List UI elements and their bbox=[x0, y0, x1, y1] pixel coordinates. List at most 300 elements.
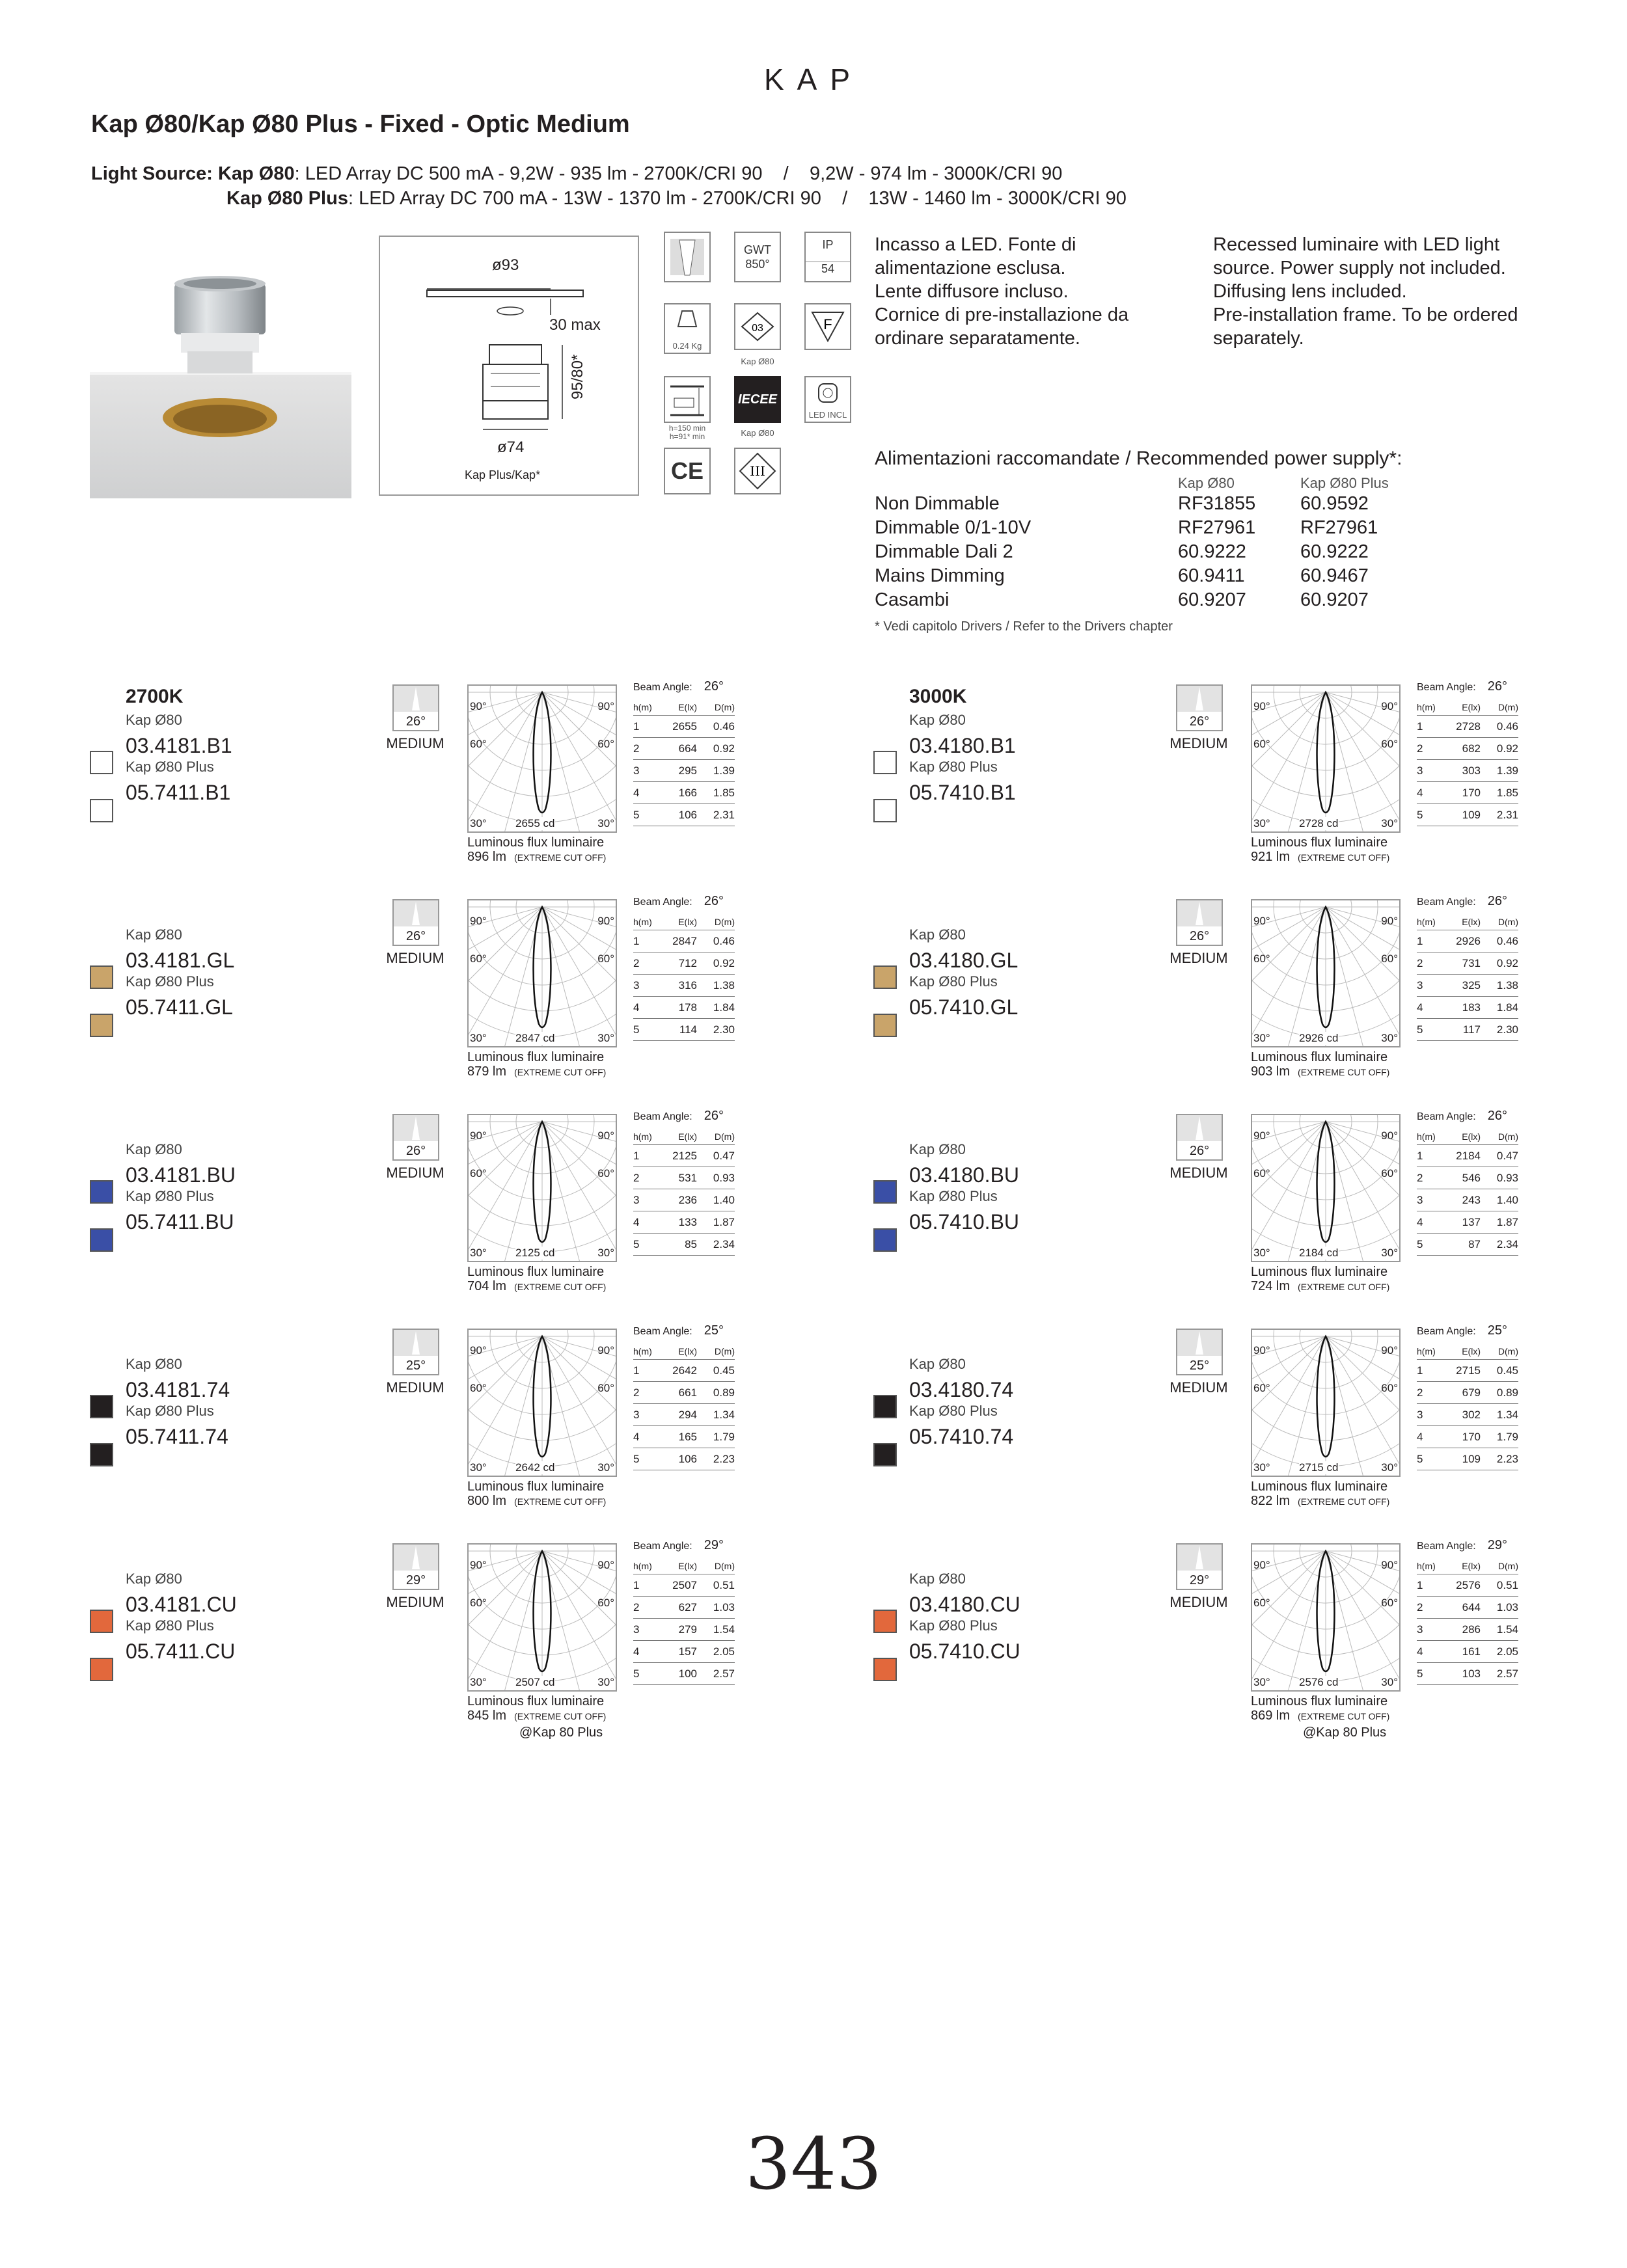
cut-off-label: (EXTREME CUT OFF) bbox=[514, 1282, 607, 1292]
beam-symbol-angle: 26° bbox=[405, 1144, 426, 1158]
product-code-a: 03.4180.BU bbox=[909, 1163, 1020, 1187]
e-value: 682 bbox=[1462, 742, 1481, 755]
illuminance-row bbox=[633, 1360, 735, 1382]
product-code-a: 03.4181.BU bbox=[126, 1163, 236, 1187]
illuminance-row bbox=[1417, 1448, 1518, 1470]
page-title: Kap Ø80/Kap Ø80 Plus - Fixed - Optic Medium bbox=[91, 111, 630, 138]
model-label-b: Kap Ø80 Plus bbox=[126, 973, 214, 990]
d-value: 2.05 bbox=[713, 1645, 735, 1658]
illuminance-row bbox=[633, 997, 735, 1019]
model-label-b: Kap Ø80 Plus bbox=[909, 973, 998, 990]
angle-60-right: 60° bbox=[1381, 1167, 1398, 1180]
color-swatch[interactable] bbox=[873, 1014, 897, 1037]
beam-symbol-angle: 29° bbox=[405, 1573, 426, 1587]
h-value: 4 bbox=[633, 1215, 640, 1228]
model-label-a: Kap Ø80 bbox=[126, 1571, 182, 1587]
color-swatch[interactable] bbox=[873, 751, 897, 774]
polar-grid bbox=[469, 1115, 616, 1261]
d-header: D(m) bbox=[714, 916, 735, 927]
angle-30-left: 30° bbox=[1253, 817, 1270, 830]
illuminance-row bbox=[633, 1574, 735, 1597]
d-value: 2.31 bbox=[1496, 808, 1518, 821]
d-value: 0.92 bbox=[713, 956, 735, 969]
beam-symbol-angle: 25° bbox=[405, 1358, 426, 1373]
ip-label: IP bbox=[822, 237, 834, 251]
color-swatch[interactable] bbox=[90, 1395, 113, 1418]
e-value: 183 bbox=[1462, 1001, 1481, 1014]
color-swatch[interactable] bbox=[90, 1014, 113, 1037]
h-header: h(m) bbox=[1417, 1560, 1436, 1571]
product-code-a: 03.4181.GL bbox=[126, 949, 235, 972]
ps-col-a: Kap Ø80 bbox=[1178, 475, 1235, 491]
e-value: 303 bbox=[1462, 764, 1481, 777]
color-swatch[interactable] bbox=[873, 1658, 897, 1681]
angle-30-left: 30° bbox=[470, 1461, 487, 1474]
illuminance-row bbox=[1417, 1360, 1518, 1382]
illuminance-table bbox=[1417, 1128, 1518, 1256]
angle-60-right: 60° bbox=[597, 738, 614, 750]
light-source-text-2: : LED Array DC 700 mA - 13W - 1370 lm - 2700K/CRI 90 / 13W - 1460 lm - 3000K/CRI 90 bbox=[348, 188, 1127, 209]
product-block bbox=[90, 1323, 871, 1522]
angle-30-left: 30° bbox=[1253, 1247, 1270, 1259]
luminous-flux-label: Luminous flux luminaire bbox=[467, 1265, 605, 1279]
d-value: 1.40 bbox=[1496, 1193, 1518, 1206]
e-value: 106 bbox=[678, 808, 697, 821]
h-value: 2 bbox=[1417, 742, 1423, 755]
beam-symbol-angle: 26° bbox=[1189, 929, 1210, 943]
angle-30-right: 30° bbox=[597, 1676, 614, 1688]
dim-height: 95/80* bbox=[569, 354, 586, 399]
e-value: 243 bbox=[1462, 1193, 1481, 1206]
illuminance-header bbox=[633, 913, 735, 930]
desc-it-line: ordinare separatamente. bbox=[875, 328, 1080, 349]
illuminance-row bbox=[1417, 1641, 1518, 1663]
beam-cone-icon bbox=[1177, 686, 1222, 712]
polar-chart bbox=[467, 1543, 617, 1692]
color-swatch[interactable] bbox=[90, 1610, 113, 1633]
cut-off-label: (EXTREME CUT OFF) bbox=[1298, 1067, 1390, 1077]
beam-class-label: MEDIUM bbox=[386, 1594, 444, 1610]
color-swatch[interactable] bbox=[90, 1658, 113, 1681]
angle-90-left: 90° bbox=[1253, 915, 1270, 927]
power-supply-title: Alimentazioni raccomandate / Recommended power supply*: bbox=[875, 448, 1402, 469]
d-value: 1.87 bbox=[1496, 1215, 1518, 1228]
beam-class-label: MEDIUM bbox=[1169, 1379, 1228, 1396]
illuminance-header bbox=[633, 1128, 735, 1145]
beam-angle bbox=[633, 1538, 724, 1553]
d-value: 1.34 bbox=[1496, 1408, 1518, 1421]
illuminance-row bbox=[633, 1426, 735, 1448]
luminous-flux-value: 724 lm bbox=[1251, 1279, 1291, 1293]
polar-chart bbox=[1251, 899, 1401, 1047]
h-value: 4 bbox=[1417, 1430, 1423, 1443]
beam-cone-icon bbox=[1177, 1115, 1222, 1141]
e-value: 679 bbox=[1462, 1386, 1481, 1399]
beam-angle bbox=[633, 1323, 724, 1338]
ps-row: Casambi 60.9207 60.9207 bbox=[875, 589, 1369, 610]
h-value: 1 bbox=[633, 1364, 640, 1377]
e-header: E(lx) bbox=[1462, 1560, 1481, 1571]
illuminance-row bbox=[1417, 1145, 1518, 1167]
peak-intensity: 2655 cd bbox=[515, 817, 555, 830]
angle-60-left: 60° bbox=[1253, 1382, 1270, 1394]
cut-off-label: (EXTREME CUT OFF) bbox=[1298, 852, 1390, 863]
product-code-a: 03.4180.GL bbox=[909, 949, 1019, 972]
peak-intensity: 2847 cd bbox=[515, 1032, 555, 1044]
illuminance-table bbox=[1417, 1558, 1518, 1685]
d-value: 1.84 bbox=[713, 1001, 735, 1014]
product-photo bbox=[90, 236, 351, 498]
angle-60-left: 60° bbox=[1253, 1597, 1270, 1609]
angle-60-right: 60° bbox=[597, 1382, 614, 1394]
illuminance-row bbox=[1417, 1019, 1518, 1041]
h-value: 3 bbox=[1417, 979, 1423, 992]
h-value: 2 bbox=[633, 1600, 640, 1613]
beam-angle bbox=[633, 679, 724, 694]
illuminance-row bbox=[1417, 804, 1518, 826]
e-value: 2184 bbox=[1456, 1149, 1481, 1162]
e-header: E(lx) bbox=[1462, 916, 1481, 927]
h-value: 2 bbox=[1417, 1171, 1423, 1184]
e-value: 137 bbox=[1462, 1215, 1481, 1228]
illuminance-row bbox=[1417, 1167, 1518, 1189]
model-label-a: Kap Ø80 bbox=[909, 1356, 966, 1372]
d-value: 1.85 bbox=[713, 786, 735, 799]
angle-30-right: 30° bbox=[1381, 1461, 1398, 1474]
luminous-flux-label: Luminous flux luminaire bbox=[1251, 1694, 1388, 1708]
kap-plus-note: @Kap 80 Plus bbox=[519, 1725, 603, 1740]
gwt-label: GWT bbox=[744, 243, 771, 256]
e-value: 165 bbox=[678, 1430, 697, 1443]
d-value: 1.38 bbox=[713, 979, 735, 992]
e-value: 109 bbox=[1462, 1452, 1481, 1465]
illuminance-row bbox=[633, 738, 735, 760]
angle-60-left: 60° bbox=[1253, 952, 1270, 965]
d-value: 0.89 bbox=[1496, 1386, 1518, 1399]
beam-symbol bbox=[392, 1114, 439, 1161]
install-height-caption: h=150 min h=91* min bbox=[668, 424, 706, 441]
e-value: 100 bbox=[678, 1667, 697, 1680]
e-value: 2507 bbox=[672, 1578, 697, 1591]
beam-class-label: MEDIUM bbox=[386, 1165, 444, 1181]
color-swatch[interactable] bbox=[873, 1395, 897, 1418]
product-code-b: 05.7410.CU bbox=[909, 1640, 1020, 1663]
illuminance-row bbox=[633, 1597, 735, 1619]
polar-grid bbox=[1252, 900, 1399, 1046]
beam-symbol-angle: 29° bbox=[1189, 1573, 1210, 1587]
model-label-b: Kap Ø80 Plus bbox=[126, 759, 214, 775]
energy-icon bbox=[734, 303, 781, 350]
color-swatch[interactable] bbox=[873, 965, 897, 989]
illuminance-table bbox=[633, 1128, 735, 1256]
illuminance-row bbox=[1417, 1574, 1518, 1597]
h-value: 5 bbox=[1417, 808, 1423, 821]
color-swatch[interactable] bbox=[90, 799, 113, 822]
h-value: 5 bbox=[1417, 1237, 1423, 1250]
h-value: 3 bbox=[1417, 1623, 1423, 1636]
product-code-b: 05.7410.74 bbox=[909, 1425, 1014, 1448]
light-source-text-1: : LED Array DC 500 mA - 9,2W - 935 lm - 2700K/CRI 90 / 9,2W - 974 lm - 3000K/CRI 90 bbox=[294, 163, 1063, 184]
luminous-flux bbox=[467, 1694, 606, 1723]
e-value: 117 bbox=[1462, 1023, 1481, 1036]
color-swatch[interactable] bbox=[90, 1228, 113, 1252]
e-value: 2926 bbox=[1456, 934, 1481, 947]
cut-off-label: (EXTREME CUT OFF) bbox=[514, 852, 607, 863]
beam-symbol bbox=[392, 1329, 439, 1375]
h-value: 3 bbox=[633, 1193, 640, 1206]
angle-90-right: 90° bbox=[597, 700, 614, 712]
h-value: 4 bbox=[633, 1430, 640, 1443]
color-swatch[interactable] bbox=[873, 1180, 897, 1204]
product-code-b: 05.7411.CU bbox=[126, 1640, 236, 1663]
h-value: 5 bbox=[633, 808, 640, 821]
luminous-flux-value-row bbox=[467, 1279, 606, 1294]
e-value: 627 bbox=[678, 1600, 697, 1613]
luminous-flux-label: Luminous flux luminaire bbox=[467, 1050, 605, 1064]
model-label-a: Kap Ø80 bbox=[909, 1571, 966, 1587]
h-value: 2 bbox=[1417, 1386, 1423, 1399]
color-swatch[interactable] bbox=[90, 965, 113, 989]
beam-symbol bbox=[1176, 899, 1223, 946]
angle-90-left: 90° bbox=[1253, 1129, 1270, 1142]
e-value: 644 bbox=[1462, 1600, 1481, 1613]
luminous-flux-value: 896 lm bbox=[467, 850, 507, 864]
beam-angle-value: 25° bbox=[1487, 1323, 1507, 1338]
color-swatch[interactable] bbox=[90, 1180, 113, 1204]
h-value: 4 bbox=[633, 1645, 640, 1658]
desc-it-line: Incasso a LED. Fonte di bbox=[875, 234, 1076, 255]
product-code-b: 05.7411.B1 bbox=[126, 781, 231, 804]
d-value: 1.34 bbox=[713, 1408, 735, 1421]
e-value: 178 bbox=[678, 1001, 697, 1014]
beam-symbol-angle: 25° bbox=[1189, 1358, 1210, 1373]
beam-class-label: MEDIUM bbox=[1169, 1165, 1228, 1181]
luminous-flux-value-row bbox=[467, 1708, 606, 1723]
peak-intensity: 2728 cd bbox=[1299, 817, 1339, 830]
brand-title: KAP bbox=[763, 62, 864, 96]
beam-symbol-angle: 26° bbox=[405, 929, 426, 943]
luminous-flux-value: 704 lm bbox=[467, 1279, 507, 1293]
d-value: 2.31 bbox=[713, 808, 735, 821]
angle-90-left: 90° bbox=[470, 1559, 487, 1571]
illuminance-row bbox=[633, 1234, 735, 1256]
luminous-flux-value: 879 lm bbox=[467, 1064, 507, 1079]
illuminance-table bbox=[1417, 699, 1518, 826]
illuminance-row bbox=[1417, 1189, 1518, 1211]
peak-intensity: 2184 cd bbox=[1299, 1247, 1339, 1259]
angle-60-right: 60° bbox=[597, 1597, 614, 1609]
angle-60-right: 60° bbox=[1381, 738, 1398, 750]
illuminance-row bbox=[633, 1448, 735, 1470]
peak-intensity: 2576 cd bbox=[1299, 1676, 1339, 1688]
luminous-flux bbox=[467, 835, 606, 865]
d-value: 1.40 bbox=[713, 1193, 735, 1206]
beam-angle bbox=[1417, 679, 1507, 694]
beam-angle-label: Beam Angle: bbox=[1417, 1111, 1476, 1122]
kap-plus-note: @Kap 80 Plus bbox=[1303, 1725, 1387, 1740]
f-mark-text: F bbox=[823, 316, 832, 332]
color-swatch[interactable] bbox=[873, 1443, 897, 1466]
illuminance-row bbox=[1417, 975, 1518, 997]
illuminance-header bbox=[1417, 1558, 1518, 1574]
angle-90-right: 90° bbox=[1381, 1344, 1398, 1357]
d-header: D(m) bbox=[714, 701, 735, 712]
polar-chart bbox=[1251, 1329, 1401, 1477]
h-header: h(m) bbox=[1417, 1345, 1436, 1357]
illuminance-row bbox=[1417, 760, 1518, 782]
illuminance-row bbox=[1417, 1663, 1518, 1685]
peak-intensity: 2125 cd bbox=[515, 1247, 555, 1259]
d-value: 1.79 bbox=[1496, 1430, 1518, 1443]
e-value: 2728 bbox=[1456, 720, 1481, 733]
illuminance-table bbox=[633, 913, 735, 1041]
h-value: 3 bbox=[1417, 764, 1423, 777]
h-header: h(m) bbox=[633, 701, 652, 712]
gwt-icon bbox=[734, 232, 781, 282]
optic-icon bbox=[664, 232, 711, 282]
e-header: E(lx) bbox=[1462, 701, 1481, 712]
h-value: 3 bbox=[633, 1623, 640, 1636]
luminous-flux-label: Luminous flux luminaire bbox=[467, 1694, 605, 1708]
e-value: 731 bbox=[1462, 956, 1481, 969]
illuminance-row bbox=[633, 1382, 735, 1404]
model-label-a: Kap Ø80 bbox=[909, 1141, 966, 1157]
e-value: 2642 bbox=[672, 1364, 697, 1377]
illuminance-row bbox=[1417, 738, 1518, 760]
beam-cone-icon bbox=[394, 1545, 438, 1571]
luminous-flux bbox=[467, 1265, 606, 1294]
h-header: h(m) bbox=[633, 1345, 652, 1357]
angle-90-right: 90° bbox=[597, 1129, 614, 1142]
luminous-flux bbox=[1251, 1694, 1389, 1723]
peak-intensity: 2642 cd bbox=[515, 1461, 555, 1474]
e-value: 2847 bbox=[672, 934, 697, 947]
h-value: 4 bbox=[633, 786, 640, 799]
ps-row: Dimmable Dali 2 60.9222 60.9222 bbox=[875, 541, 1369, 562]
beam-angle-value: 26° bbox=[1487, 894, 1507, 908]
beam-angle bbox=[633, 1109, 724, 1124]
d-value: 1.03 bbox=[713, 1600, 735, 1613]
angle-90-right: 90° bbox=[597, 1559, 614, 1571]
color-swatch[interactable] bbox=[873, 1228, 897, 1252]
illuminance-row bbox=[633, 1404, 735, 1426]
beam-class-label: MEDIUM bbox=[386, 1379, 444, 1396]
beam-angle-label: Beam Angle: bbox=[633, 682, 692, 693]
illuminance-row bbox=[633, 1145, 735, 1167]
beam-angle bbox=[633, 894, 724, 909]
illuminance-row bbox=[1417, 1234, 1518, 1256]
angle-30-right: 30° bbox=[597, 1461, 614, 1474]
illuminance-row bbox=[633, 1663, 735, 1685]
illuminance-row bbox=[633, 1211, 735, 1234]
iecee-icon: IECEE bbox=[734, 376, 781, 423]
angle-90-left: 90° bbox=[470, 700, 487, 712]
h-value: 5 bbox=[633, 1237, 640, 1250]
cct-label: 3000K bbox=[909, 686, 967, 707]
e-value: 294 bbox=[678, 1408, 697, 1421]
illuminance-row bbox=[1417, 997, 1518, 1019]
beam-cone-icon bbox=[1177, 1330, 1222, 1356]
beam-symbol bbox=[392, 684, 439, 731]
h-value: 4 bbox=[1417, 1645, 1423, 1658]
illuminance-row bbox=[633, 930, 735, 952]
beam-symbol bbox=[1176, 1543, 1223, 1590]
product-code-b: 05.7410.GL bbox=[909, 995, 1019, 1019]
h-value: 1 bbox=[1417, 1578, 1423, 1591]
h-value: 3 bbox=[633, 979, 640, 992]
angle-30-right: 30° bbox=[1381, 817, 1398, 830]
e-value: 106 bbox=[678, 1452, 697, 1465]
d-value: 2.05 bbox=[1496, 1645, 1518, 1658]
beam-symbol-angle: 26° bbox=[1189, 714, 1210, 729]
h-value: 1 bbox=[633, 1149, 640, 1162]
ce-mark-icon: CE bbox=[664, 448, 711, 494]
angle-90-left: 90° bbox=[1253, 700, 1270, 712]
illuminance-row bbox=[633, 1019, 735, 1041]
d-value: 0.92 bbox=[713, 742, 735, 755]
d-value: 0.46 bbox=[1496, 934, 1518, 947]
d-header: D(m) bbox=[1497, 916, 1518, 927]
angle-60-left: 60° bbox=[470, 952, 487, 965]
e-value: 2576 bbox=[1456, 1578, 1481, 1591]
d-value: 0.45 bbox=[713, 1364, 735, 1377]
beam-cone-icon bbox=[1177, 1545, 1222, 1571]
model-label-b: Kap Ø80 Plus bbox=[126, 1403, 214, 1419]
luminous-flux bbox=[1251, 1265, 1389, 1294]
beam-angle bbox=[1417, 1538, 1507, 1553]
ps-row: Non Dimmable RF31855 60.9592 bbox=[875, 493, 1369, 514]
angle-30-left: 30° bbox=[470, 1247, 487, 1259]
angle-30-right: 30° bbox=[1381, 1676, 1398, 1688]
illuminance-header bbox=[633, 699, 735, 716]
model-label-a: Kap Ø80 bbox=[909, 712, 966, 728]
illuminance-header bbox=[1417, 1343, 1518, 1360]
color-swatch[interactable] bbox=[873, 799, 897, 822]
light-source bbox=[91, 161, 1127, 211]
power-supply-table bbox=[875, 475, 1389, 612]
illuminance-row bbox=[1417, 1619, 1518, 1641]
illuminance-table bbox=[633, 1343, 735, 1470]
beam-class-label: MEDIUM bbox=[1169, 1594, 1228, 1610]
polar-chart bbox=[1251, 1114, 1401, 1262]
luminous-flux-value-row bbox=[1251, 850, 1389, 865]
illuminance-row bbox=[1417, 1211, 1518, 1234]
h-value: 2 bbox=[633, 742, 640, 755]
beam-angle-label: Beam Angle: bbox=[1417, 682, 1476, 693]
color-swatch[interactable] bbox=[90, 751, 113, 774]
polar-grid bbox=[1252, 1330, 1399, 1476]
desc-en-line: Pre-installation frame. To be ordered bbox=[1213, 304, 1518, 325]
h-value: 3 bbox=[633, 764, 640, 777]
product-code-a: 03.4180.74 bbox=[909, 1378, 1014, 1401]
color-swatch[interactable] bbox=[90, 1443, 113, 1466]
peak-intensity: 2926 cd bbox=[1299, 1032, 1339, 1044]
angle-30-right: 30° bbox=[597, 1032, 614, 1044]
angle-30-right: 30° bbox=[1381, 1032, 1398, 1044]
luminous-flux-value-row bbox=[1251, 1064, 1389, 1079]
beam-class-label: MEDIUM bbox=[1169, 950, 1228, 966]
light-source-model-1: Kap Ø80 bbox=[217, 163, 295, 184]
luminous-flux-value-row bbox=[1251, 1708, 1389, 1723]
product-code-b: 05.7410.BU bbox=[909, 1210, 1020, 1234]
product-block bbox=[873, 894, 1627, 1093]
illuminance-row bbox=[1417, 952, 1518, 975]
luminous-flux bbox=[1251, 1050, 1389, 1079]
color-swatch[interactable] bbox=[873, 1610, 897, 1633]
d-value: 2.23 bbox=[713, 1452, 735, 1465]
e-value: 170 bbox=[1462, 786, 1481, 799]
product-code-b: 05.7411.GL bbox=[126, 995, 233, 1019]
